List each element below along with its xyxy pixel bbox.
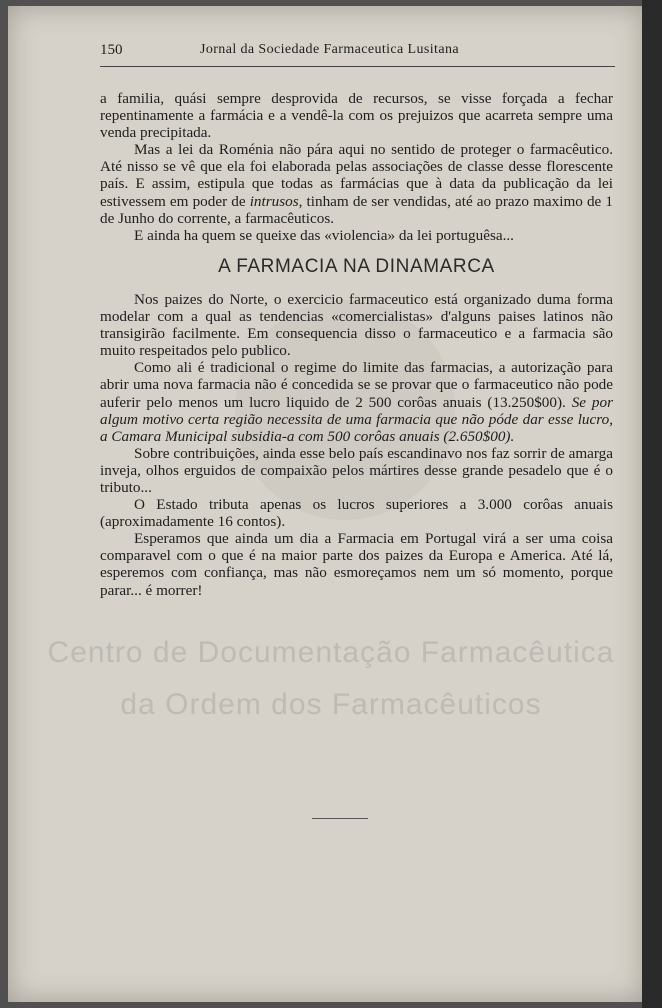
text-run: Mas a lei da Roménia não pára aqui no sentido de proteger o farmacêutico. Até nisso se vê que ela foi elaborada pelas associações de classe desse florescente país. E assim, estipula que todas as farmácias que à data da publicação da lei estivessem em poder de [100, 141, 613, 210]
paragraph-intro-3: E ainda ha quem se queixe das «violencia» da lei portuguêsa... [134, 226, 514, 244]
watermark-line-2: da Ordem dos Farmacêuticos [120, 688, 542, 721]
paragraph-2 [100, 359, 613, 444]
paragraph-4: O Estado tributa apenas os lucros superiores a 3.000 corôas anuais (aproximadamente 16 contos). [100, 496, 613, 531]
paragraph-1: Nos paizes do Norte, o exercicio farmaceutico está organizado duma forma modelar com a qual as tendencias «comercialistas» d'alguns paises latinos não transigirão facilmente. Em consequencia disso o farmaceutico e a farmacia são muito respeitados pelo publico. [100, 290, 613, 360]
paragraph-3: Sobre contribuições, ainda esse belo país escandinavo nos faz sorrir de amarga inveja, olhos erguidos de compaixão pelos mártires desse grande pesadelo que é o tributo... [100, 444, 613, 496]
page-number: 150 [100, 42, 123, 58]
paragraph-intro-2 [100, 141, 613, 226]
text-run: , tinham de ser vendidas, até ao prazo maximo de 1 de Junho do corrente, a farmacêuticos. [100, 192, 613, 227]
watermark-line-1: Centro de Documentação Farmacêutica [47, 636, 615, 669]
text-run: Como ali é tradicional o regime do limite das farmacias, a autorização para abrir uma nova farmacia não é concedida se se provar que o farmaceutico não pode auferir pelo menos um lucro liquido de 2 500 corôas anuais (13.250$00). [100, 359, 613, 411]
italic-run: Se por algum motivo certa região necessita de uma farmacia que não póde dar esse lucro, a Camara Municipal subsidia-a com 500 corôas anuais (2.650$00). [100, 393, 613, 445]
journal-title: Jornal da Sociedade Farmaceutica Lusitana [200, 42, 459, 57]
article-title: A FARMACIA NA DINAMARCA [218, 255, 495, 277]
paragraph-5: Esperamos que ainda um dia a Farmacia em Portugal virá a ser uma coisa comparavel com o que é na maior parte dos paizes da Europa e America. Até lá, esperemos com confiança, mas não esmoreçamos nem um só momento, porque parar... é morrer! [100, 530, 613, 599]
italic-run: intrusos [249, 192, 299, 210]
body-text [100, 90, 613, 599]
closing-rule [312, 818, 368, 819]
running-header [100, 40, 615, 67]
scan-edge [642, 0, 662, 1008]
paragraph-intro-1: a familia, quási sempre desprovida de recursos, se visse forçada a fechar repentinamente a farmácia e a vendê-la com os prejuizos que acarreta sempre uma venda precipitada. [100, 90, 613, 142]
